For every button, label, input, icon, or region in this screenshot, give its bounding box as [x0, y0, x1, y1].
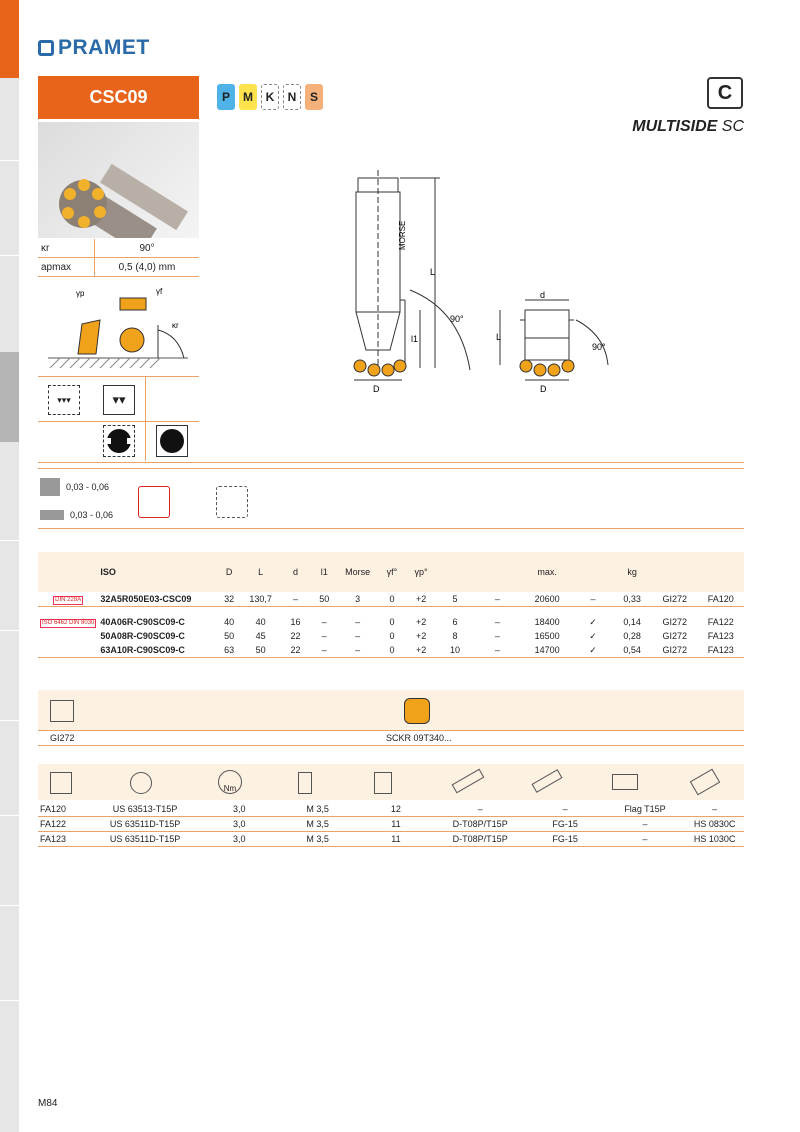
table-cell: 0,28 [623, 631, 641, 641]
table-cell: – [355, 631, 361, 641]
divider [38, 468, 744, 469]
standard-badge [38, 629, 98, 643]
table-cell: – [494, 617, 500, 627]
table-cell: 50A08R-C90SC09-C [100, 631, 185, 641]
insert-code: GI272 [50, 733, 75, 743]
table-cell: D-T08P/T15P [452, 819, 508, 829]
side-divider [0, 540, 19, 541]
divider [38, 421, 199, 422]
table-cell: 0,54 [623, 645, 641, 655]
divider [145, 377, 146, 461]
table-cell: GI272 [662, 617, 688, 627]
table-cell: 45 [255, 631, 266, 641]
table-cell: +2 [415, 594, 427, 604]
col-header [697, 552, 744, 592]
table-cell: US 63511D-T15P [109, 834, 181, 844]
flag-key-icon [612, 774, 638, 790]
table-cell: 0,33 [623, 594, 641, 604]
spec-value: 0,5 (4,0) mm [95, 258, 200, 277]
table-cell: 22 [290, 631, 301, 641]
table-cell: M 3,5 [306, 804, 329, 814]
screw-head-icon [374, 772, 392, 794]
material-s: S [305, 84, 323, 110]
badge-label: DIN 228A [55, 597, 82, 603]
table-cell: ✓ [589, 644, 597, 655]
L-label-2: L [496, 332, 502, 342]
table-cell: +2 [415, 645, 427, 655]
table-header [38, 552, 744, 592]
side-divider [0, 160, 19, 161]
table-cell: GI272 [662, 594, 688, 604]
spec-label: κr [38, 239, 95, 258]
col-header [436, 552, 475, 592]
table-cell: 22 [290, 645, 301, 655]
series-name [560, 118, 744, 136]
table-cell: 40A06R-C90SC09-C [100, 617, 185, 627]
table-cell: US 63511D-T15P [109, 819, 181, 829]
side-divider [0, 905, 19, 906]
table-cell: +2 [415, 631, 427, 641]
table-cell: 63 [224, 645, 235, 655]
material-m: M [239, 84, 257, 110]
table-cell: 0 [389, 631, 395, 641]
wrench-icon [50, 772, 72, 794]
table-cell: – [321, 617, 327, 627]
insert-shape-icon [404, 698, 430, 724]
product-photo [38, 122, 199, 238]
col-header: max. [537, 567, 557, 577]
table-cell: FG-15 [552, 834, 578, 844]
table-cell: 3,0 [232, 804, 246, 814]
col-header [574, 552, 612, 592]
product-table [38, 552, 744, 658]
torque-icon [218, 770, 242, 794]
table-cell: 130,7 [249, 594, 272, 604]
nm-label: Nm [223, 784, 237, 793]
brand-logo [38, 36, 150, 60]
dimension-drawing [340, 170, 630, 400]
table-cell: FA120 [707, 594, 734, 604]
table-cell: FA123 [707, 631, 734, 641]
table-row [38, 592, 744, 607]
table-cell: 11 [391, 819, 401, 829]
col-header: kg [627, 567, 637, 577]
side-divider [0, 815, 19, 816]
table-cell: FA123 [40, 834, 67, 844]
insert-round-icon [156, 425, 188, 457]
table-cell: 20600 [534, 594, 560, 604]
col-header: D [225, 567, 233, 577]
table-cell: 0 [389, 617, 395, 627]
table-cell: M 3,5 [306, 819, 329, 829]
col-header: γf° [386, 567, 398, 577]
insert-row [38, 731, 744, 745]
spec-label: apmax [38, 258, 95, 277]
table-cell: 0 [389, 594, 395, 604]
table-row [38, 817, 744, 832]
table-cell: FA122 [707, 617, 734, 627]
product-code: CSC09 [38, 76, 199, 119]
table-cell: – [321, 631, 327, 641]
table-cell: 50 [319, 594, 330, 604]
material-p: P [217, 84, 235, 110]
col-header: Morse [345, 567, 371, 577]
col-header: L [258, 567, 264, 577]
hex-screw-icon [690, 769, 721, 796]
geometry-diagram [38, 280, 199, 375]
insert-header [38, 690, 744, 730]
material-k: K [261, 84, 279, 110]
table-cell: 40 [224, 617, 235, 627]
table-cell: ✓ [589, 630, 597, 641]
series-rest: SC [717, 118, 744, 135]
table-cell: – [292, 594, 298, 604]
table-cell: US 63513-T15P [112, 804, 178, 814]
brand-name: PRAMET [58, 36, 150, 59]
table-row [38, 629, 744, 643]
table-row [38, 643, 744, 658]
divider [38, 745, 744, 746]
table-cell: – [590, 594, 596, 604]
hm-icon [40, 510, 64, 520]
badge-col [38, 552, 98, 592]
spec-value: 90° [95, 239, 200, 258]
table-cell: 3 [355, 594, 361, 604]
standard-badge [38, 592, 98, 607]
spec-row [38, 239, 199, 258]
spec-row [38, 258, 199, 277]
divider [38, 462, 744, 463]
table-cell: 0 [389, 645, 395, 655]
D-label: D [373, 384, 380, 394]
table-cell: ✓ [589, 616, 597, 627]
table-cell: – [494, 631, 500, 641]
table-cell: HS 0830C [693, 819, 736, 829]
angle-label: 90° [450, 314, 464, 324]
table-cell: – [494, 645, 500, 655]
kr-label: κr [172, 321, 179, 330]
page-number: M84 [38, 1098, 58, 1109]
divider [38, 528, 744, 529]
table-cell: 50 [224, 631, 235, 641]
table-cell: FG-15 [552, 819, 578, 829]
table-cell: FA120 [40, 804, 67, 814]
table-cell: 40 [255, 617, 266, 627]
table-cell: – [712, 804, 718, 814]
logo-mark-icon [38, 40, 54, 56]
table-cell: FA123 [707, 645, 734, 655]
table-cell: 8 [452, 631, 458, 641]
table-cell: 32 [224, 594, 235, 604]
D-label-2: D [540, 384, 547, 394]
table-cell: M 3,5 [306, 834, 329, 844]
standard-badge [38, 615, 98, 629]
table-cell: – [642, 834, 648, 844]
table-row [38, 802, 744, 817]
material-n: N [283, 84, 301, 110]
l1-label: l1 [411, 334, 419, 344]
col-header: γp° [414, 567, 428, 577]
table-cell: 6 [452, 617, 458, 627]
table-cell: 50 [255, 645, 266, 655]
screw-icon [130, 772, 152, 794]
table-cell: 16 [290, 617, 301, 627]
table-row [38, 615, 744, 629]
table-cell: – [642, 819, 648, 829]
side-tab-active [0, 0, 19, 78]
hm-icon [40, 478, 60, 496]
table-cell: 3,0 [232, 834, 246, 844]
table-cell: 10 [450, 645, 461, 655]
key-icon [532, 769, 563, 793]
table-cell: GI272 [662, 645, 688, 655]
table-cell: – [562, 804, 568, 814]
side-divider [0, 720, 19, 721]
insert-name: SCKR 09T340... [386, 733, 452, 743]
gf-label: γf [156, 287, 163, 296]
machining-icon [216, 486, 248, 518]
col-header: l1 [320, 567, 328, 577]
table-cell: 5 [452, 594, 458, 604]
table-cell: 12 [390, 804, 401, 814]
table-cell: 63A10R-C90SC09-C [100, 645, 185, 655]
side-tab-section [0, 352, 19, 442]
table-cell: 14700 [534, 645, 560, 655]
insert-icon [50, 700, 74, 722]
table-cell: 16500 [534, 631, 560, 641]
table-cell: 32A5R050E03-CSC09 [100, 594, 192, 604]
insert-shape-icon: ▾▾▾ [48, 385, 80, 415]
cutter-photo-illustration [38, 122, 199, 238]
table-cell: – [355, 645, 361, 655]
screwdriver-icon [452, 769, 485, 794]
side-divider [0, 630, 19, 631]
parts-header [38, 764, 744, 800]
series-bold: MULTISIDE [632, 118, 718, 135]
side-divider [0, 255, 19, 256]
badge-label: ISO 6462 DIN 8030 [42, 620, 95, 626]
side-divider [0, 1000, 19, 1001]
parts-table [38, 802, 744, 847]
table-cell: – [321, 645, 327, 655]
morse-label: MORSE [398, 220, 407, 250]
table-cell: 11 [391, 834, 401, 844]
table-cell: 3,0 [232, 819, 246, 829]
table-cell: – [477, 804, 483, 814]
d-label: d [540, 290, 546, 300]
table-cell: 18400 [534, 617, 560, 627]
side-tab-bar [0, 0, 19, 1132]
thread-icon [298, 772, 312, 794]
spec-table [38, 239, 199, 277]
L-label: L [430, 267, 436, 277]
table-cell: Flag T15P [624, 804, 666, 814]
feed-row [40, 478, 109, 496]
material-groups [217, 84, 323, 110]
col-header [652, 552, 697, 592]
category-letter: C [707, 77, 743, 109]
table-cell: – [494, 594, 500, 604]
feed-value: 0,03 - 0,06 [66, 482, 110, 492]
insert-shape-icon: ▾▾ [103, 385, 135, 415]
table-row [38, 832, 744, 847]
standard-badge [38, 643, 98, 658]
machining-icon [138, 486, 170, 518]
table-cell: FA122 [40, 819, 67, 829]
table-cell: GI272 [662, 631, 688, 641]
table-cell: HS 1030C [693, 834, 736, 844]
feed-value: 0,03 - 0,06 [70, 510, 114, 520]
col-header: ISO [100, 567, 116, 577]
table-cell: +2 [415, 617, 427, 627]
insert-shape-grid [38, 377, 199, 461]
col-header [474, 552, 520, 592]
table-cell: – [355, 617, 361, 627]
feed-row [40, 510, 113, 520]
insert-round-icon [103, 425, 135, 457]
gp-label: γp [76, 289, 85, 298]
table-cell: 0,14 [623, 617, 641, 627]
col-header: d [292, 567, 298, 577]
table-cell: D-T08P/T15P [452, 834, 508, 844]
angle-label-2: 90° [592, 342, 606, 352]
